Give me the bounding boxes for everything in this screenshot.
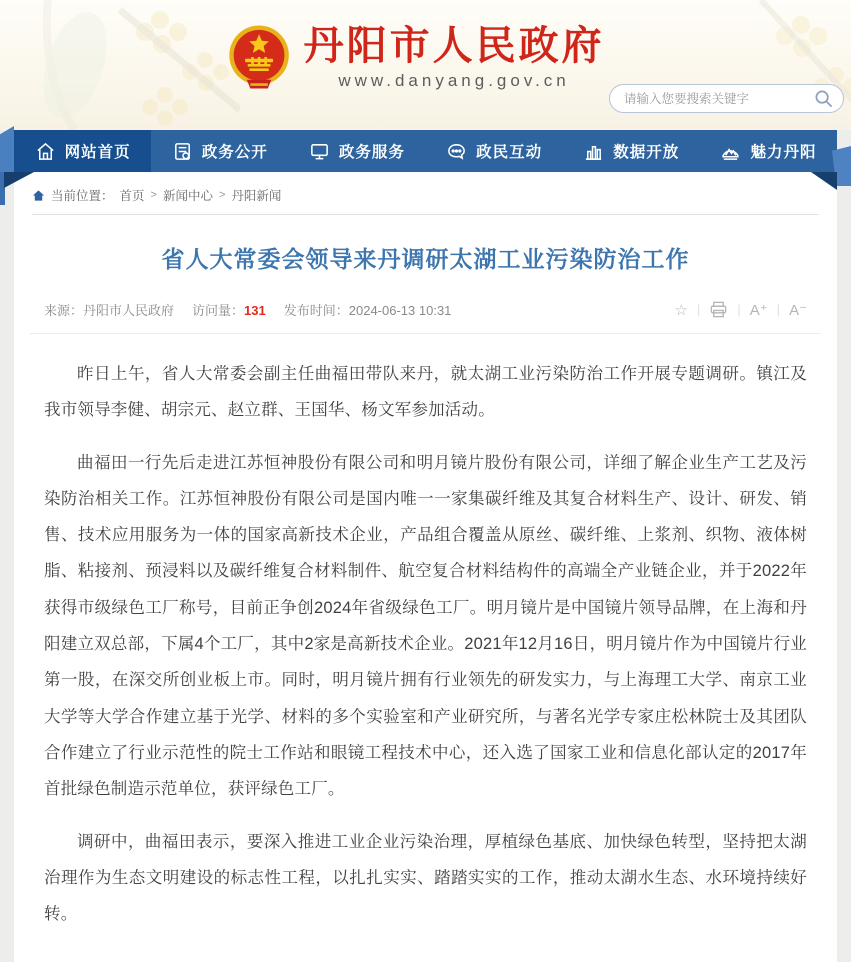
breadcrumb	[30, 182, 821, 214]
meta-source: 来源：丹阳市人民政府	[44, 303, 175, 318]
nav-item-label: 数据开放	[613, 144, 680, 161]
main-nav	[0, 130, 851, 172]
font-smaller-button[interactable]	[789, 301, 807, 319]
site-url: www.danyang.gov.cn	[338, 71, 570, 90]
nav-item-gov-info[interactable]	[151, 130, 288, 172]
nav-item-label: 政民互动	[476, 144, 543, 161]
nav-item-label: 政务公开	[201, 144, 268, 161]
breadcrumb-separator: >	[218, 189, 226, 201]
breadcrumb-link-news-center[interactable]: 新闻中心	[162, 189, 213, 203]
toolbar-divider: |	[776, 302, 781, 317]
article-title: 省人大常委会领导来丹调研太湖工业污染防治工作	[161, 246, 690, 272]
nav-item-label: 魅力丹阳	[750, 144, 817, 161]
monitor-icon	[309, 141, 330, 162]
toolbar-divider: |	[737, 302, 741, 317]
print-button[interactable]	[709, 300, 728, 319]
search-input[interactable]	[624, 92, 814, 106]
national-emblem-logo	[224, 22, 294, 92]
nav-item-home[interactable]	[14, 130, 151, 172]
article-meta-row	[30, 300, 821, 319]
article-meta	[44, 300, 451, 319]
article	[30, 241, 821, 932]
meta-date: 发布时间：2024-06-13 10:31	[283, 303, 452, 318]
toolbar-divider: |	[696, 302, 701, 317]
nav-item-label: 政务服务	[338, 144, 405, 161]
font-smaller-icon: A⁻	[789, 301, 807, 319]
font-larger-icon: A⁺	[749, 301, 768, 319]
breadcrumb-label: 当前位置：	[51, 189, 114, 203]
breadcrumb-separator: >	[150, 189, 157, 201]
document-icon	[172, 141, 193, 162]
printer-icon	[709, 300, 728, 319]
search-icon[interactable]	[814, 89, 833, 108]
breadcrumb-divider	[32, 214, 819, 215]
article-paragraph: 调研中，曲福田表示，要深入推进工业企业污染治理，厚植绿色基底、加快绿色转型，坚持把太湖治理作为生态文明建设的标志性工程，以扎扎实实、踏踏实实的工作，推动太湖水生态、水环境持续好转。	[44, 832, 807, 924]
article-paragraph: 昨日上午，省人大常委会副主任曲福田带队来丹，就太湖工业污染防治工作开展专题调研。镇江及我市领导李健、胡宗元、赵立群、王国华、杨文军参加活动。	[44, 365, 807, 420]
article-body	[30, 334, 821, 932]
article-paragraph: 曲福田一行先后走进江苏恒神股份有限公司和明月镜片股份有限公司，详细了解企业生产工艺及污染防治相关工作。江苏恒神股份有限公司是国内唯一一家集碳纤维及其复合材料生产、设计、研发、销售、技术应用服务为一体的国家高新技术企业，产品组合覆盖从原丝、碳纤维、上浆剂、织物、液体树脂、粘接剂、预浸料以及碳纤维复合材料制件、航空复合材料结构件的高端全产业链企业，并于2022年获得市级绿色工厂称号，目前正争创2024年省级绿色工厂。明月镜片是中国镜片领导品牌，在上海和丹阳建立双总部，下属4个工厂，其中2家是高新技术企业。2021年12月16日，明月镜片作为中国镜片行业第一股，在深交所创业板上市。同时，明月镜片拥有行业领先的研发实力，与上海理工大学、南京工业大学等大学合作建立基于光学、材料的多个实验室和产业研究所，与著名光学专家庄松林院士及其团队合作建立了行业示范性的院士工作站和眼镜工程技术中心，还入选了国家工业和信息化部认定的2017年首批绿色制造示范单位，获评绿色工厂。	[44, 453, 807, 799]
nav-item-charm-danyang[interactable]	[700, 130, 837, 172]
nav-ribbon-left	[0, 126, 14, 172]
star-icon: ☆	[674, 301, 688, 319]
home-icon	[35, 141, 56, 162]
breadcrumb-home-icon	[32, 189, 45, 202]
osmanthus-decoration-left	[0, 0, 240, 130]
site-header	[0, 0, 851, 130]
chat-icon	[446, 141, 467, 162]
nav-item-open-data[interactable]	[563, 130, 700, 172]
site-title: 丹阳市人民政府	[303, 24, 605, 68]
visits-count: 131	[244, 303, 266, 318]
content-panel	[14, 172, 837, 962]
bar-chart-icon	[583, 141, 604, 162]
breadcrumb-link-home[interactable]: 首页	[119, 189, 145, 203]
nav-item-gov-services[interactable]	[288, 130, 425, 172]
font-larger-button[interactable]	[750, 301, 768, 319]
scenery-icon	[720, 141, 741, 162]
meta-visits: 访问量：131	[192, 303, 266, 318]
nav-item-interaction[interactable]	[426, 130, 563, 172]
site-search	[609, 84, 844, 113]
breadcrumb-link-danyang-news[interactable]: 丹阳新闻	[231, 189, 282, 203]
nav-item-label: 网站首页	[64, 144, 131, 161]
site-logo[interactable]	[224, 22, 605, 92]
favorite-button[interactable]	[675, 301, 688, 319]
article-toolbar	[675, 300, 808, 319]
